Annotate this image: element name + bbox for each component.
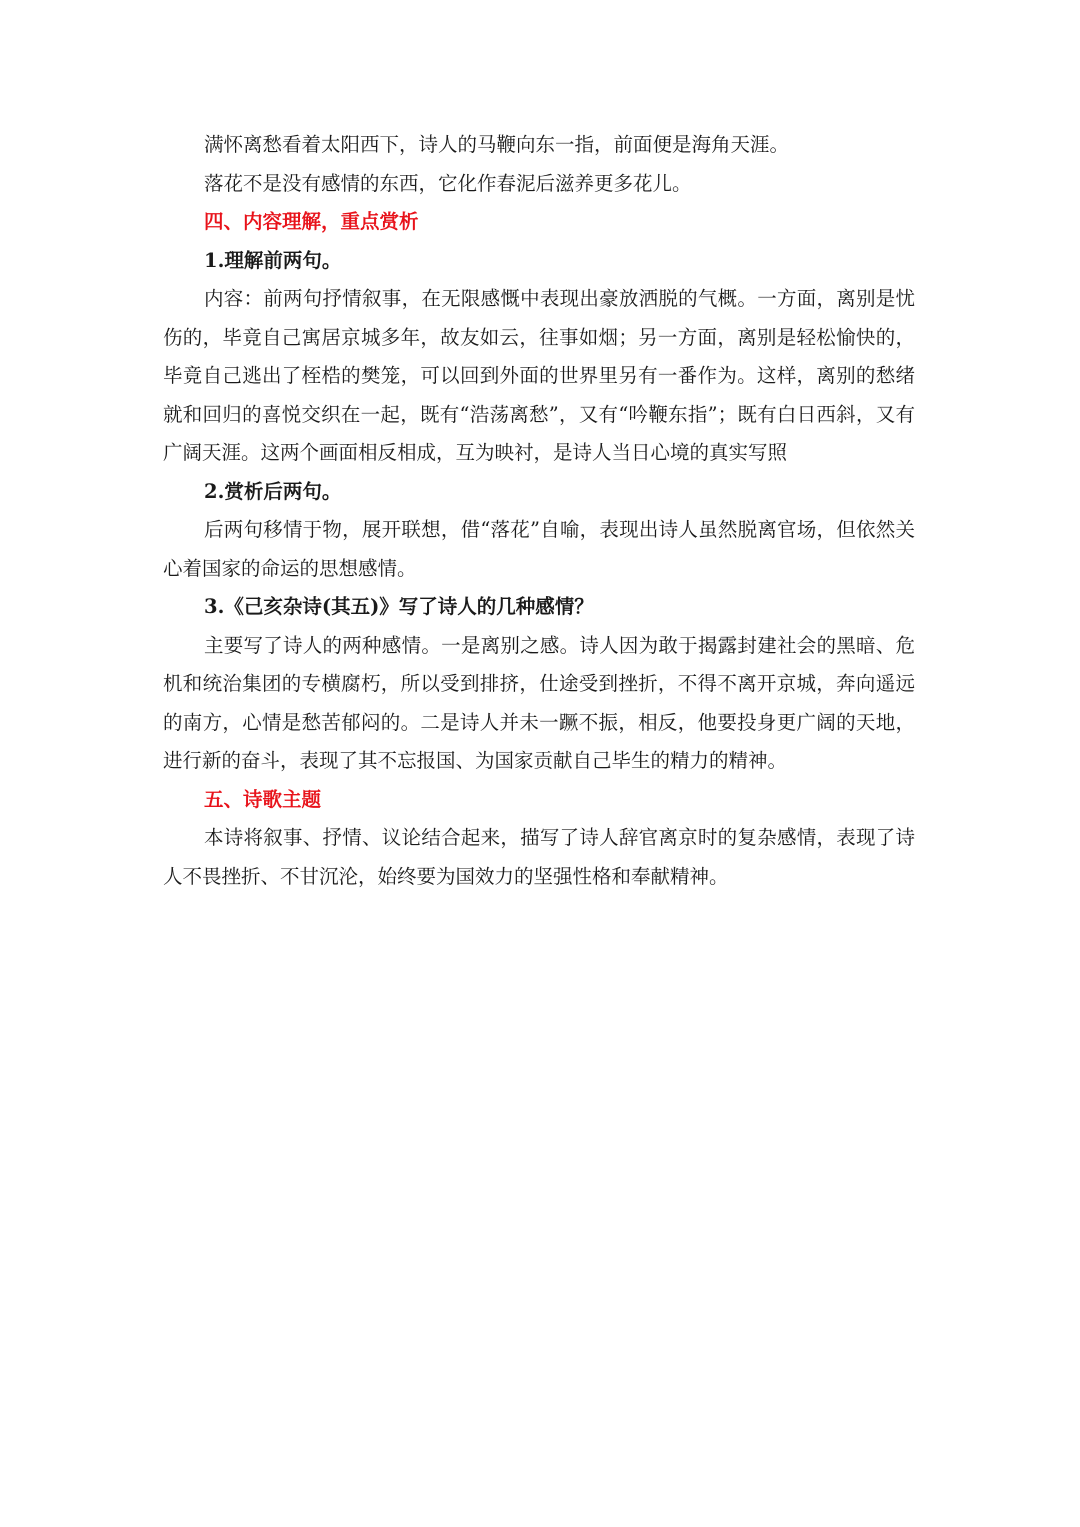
question-1-title: 1.理解前两句。 bbox=[204, 248, 342, 272]
question-3-title: 3.《己亥杂诗(其五)》写了诗人的几种感情？ bbox=[204, 595, 594, 618]
question-2-body: 后两句移情于物，展开联想，借“落花”自喻，表现出诗人虽然脱离官场，但依然关心着国家的命运的思想感情。 bbox=[163, 518, 915, 580]
question-3-body: 主要写了诗人的两种感情。一是离别之感。诗人因为敢于揭露封建社会的黑暗、危机和统治集团的专横腐朽，所以受到排挤，仕途受到挫折，不得不离开京城，奔向遥远的南方，心情是愁苦郁闷的。二是诗人并未一蹶不振，相反，他要投身更广阔的天地，进行新的奋斗，表现了其不忘报国、为国家贡献自己毕生的精力的精神。 bbox=[163, 633, 915, 772]
section-4-heading: 四、内容理解，重点赏析 bbox=[204, 210, 419, 233]
question-2-title: 2.赏析后两句。 bbox=[204, 479, 342, 503]
section-5-heading: 五、诗歌主题 bbox=[204, 787, 322, 811]
section-5-body: 本诗将叙事、抒情、议论结合起来，描写了诗人辞官离京时的复杂感情，表现了诗人不畏挫折、不甘沉沦，始终要为国效力的坚强性格和奉献精神。 bbox=[163, 826, 915, 888]
document-content bbox=[163, 126, 915, 896]
question-1-body: 内容：前两句抒情叙事，在无限感慨中表现出豪放洒脱的气概。一方面，离别是忧伤的，毕竟自己寓居京城多年，故友如云，往事如烟；另一方面，离别是轻松愉快的，毕竟自己逃出了桎梏的樊笼，可以回到外面的世界里另有一番作为。这样，离别的愁绪就和回归的喜悦交织在一起，既有“浩荡离愁”，又有“吟鞭东指”；既有白日西斜，又有广阔天涯。这两个画面相反相成，互为映衬，是诗人当日心境的真实写照 bbox=[163, 287, 915, 464]
translation-line-1: 满怀离愁看着太阳西下，诗人的马鞭向东一指，前面便是海角天涯。 bbox=[204, 133, 790, 156]
translation-line-2: 落花不是没有感情的东西，它化作春泥后滋养更多花儿。 bbox=[204, 171, 692, 195]
